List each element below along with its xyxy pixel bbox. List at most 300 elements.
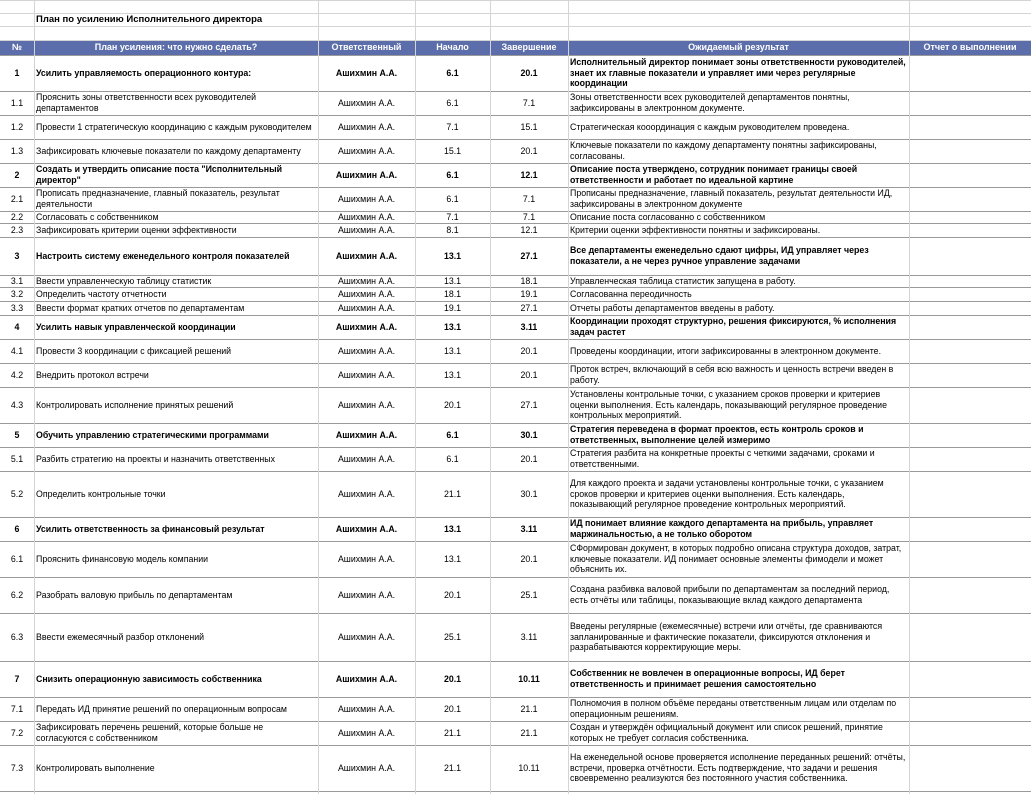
row-number-text: 4.2 — [10, 369, 24, 380]
owner-cell — [318, 577, 415, 613]
result-cell-text: Ключевые показатели по каждому департаменту понятны зафиксированы, согласованы. — [570, 140, 877, 161]
row-number-text: 1 — [14, 67, 20, 78]
grid-line — [0, 721, 1031, 722]
owner-cell-text: Ашихмин А.А. — [337, 488, 396, 499]
result-cell — [568, 721, 909, 745]
owner-cell — [318, 471, 415, 517]
result-cell-text: ИД понимает влияние каждого департамента на прибыль, управляет маржинальностью, а не только оборотом — [570, 518, 874, 539]
grid-line — [0, 745, 1031, 746]
task-cell — [34, 517, 318, 541]
row-number-text: 2.3 — [10, 224, 24, 235]
row-number-text: 2.2 — [10, 211, 24, 222]
result-cell-text: Стратегическая кооординация с каждым руководителем проведена. — [570, 121, 850, 132]
end-cell — [490, 697, 568, 721]
start-cell — [415, 237, 490, 275]
start-cell — [415, 301, 490, 315]
column-header: План усиления: что нужно сделать? — [94, 42, 258, 52]
end-cell — [490, 55, 568, 91]
row-number-text: 7 — [14, 673, 20, 684]
end-cell-text: 20.1 — [520, 145, 538, 156]
owner-cell-text: Ашихмин А.А. — [337, 145, 396, 156]
owner-cell-text: Ашихмин А.А. — [337, 193, 396, 204]
row-number — [0, 139, 34, 163]
owner-cell — [318, 423, 415, 447]
row-number — [0, 447, 34, 471]
report-cell[interactable] — [909, 517, 1031, 541]
task-cell — [34, 577, 318, 613]
owner-cell — [318, 541, 415, 577]
end-cell-text: 15.1 — [520, 121, 538, 132]
end-cell-text: 10.11 — [518, 762, 540, 773]
row-number-text: 7.1 — [10, 703, 24, 714]
start-cell-text: 13.1 — [443, 345, 462, 356]
row-number-text: 3.1 — [10, 275, 24, 286]
result-cell-text: Исполнительный директор понимает зоны ответственности руководителей, знает их главные показатели и управляет ими через регулярные координации — [570, 56, 906, 89]
owner-cell-text: Ашихмин А.А. — [335, 523, 398, 534]
end-cell — [490, 447, 568, 471]
start-cell-text: 18.1 — [443, 288, 462, 299]
report-cell[interactable] — [909, 139, 1031, 163]
task-cell — [34, 55, 318, 91]
report-cell[interactable] — [909, 115, 1031, 139]
task-cell-text: Усилить навык управленческой координации — [36, 321, 236, 332]
row-number-text: 4 — [14, 321, 20, 332]
start-cell-text: 6.1 — [446, 67, 459, 78]
end-cell-text: 30.1 — [520, 488, 538, 499]
grid-line — [0, 697, 1031, 698]
grid-column-line — [909, 0, 910, 794]
row-number-text: 5.2 — [10, 488, 24, 499]
row-number-text: 5 — [14, 429, 20, 440]
start-cell-text: 7.1 — [446, 211, 459, 222]
grid-line — [0, 13, 1031, 14]
owner-cell-text: Ашихмин А.А. — [335, 250, 398, 261]
task-cell-text: Провести 1 стратегическую координацию с каждым руководителем — [36, 121, 312, 132]
sheet-title: План по усилению Исполнительного директора — [36, 14, 263, 25]
start-cell — [415, 363, 490, 387]
grid-line — [0, 423, 1031, 424]
end-cell-text: 12.1 — [520, 169, 538, 180]
result-cell-text: Полномочия в полном объёме переданы ответственным лицам или отделам по операционным решениям. — [570, 698, 897, 719]
row-number-text: 4.1 — [10, 345, 24, 356]
task-cell-text: Согласовать с собственником — [36, 211, 159, 222]
row-number-text: 3.2 — [10, 288, 24, 299]
result-cell-text: Все департаменты еженедельно сдают цифры, ИД управляет через показатели, а не через ручное управление задачами — [570, 245, 869, 266]
report-cell[interactable] — [909, 91, 1031, 115]
report-cell[interactable] — [909, 163, 1031, 187]
task-cell — [34, 423, 318, 447]
task-cell-text: Усилить управляемость операционного контура: — [36, 67, 252, 78]
start-cell — [415, 211, 490, 223]
row-number — [0, 315, 34, 339]
report-cell[interactable] — [909, 447, 1031, 471]
result-cell — [568, 363, 909, 387]
end-cell — [490, 423, 568, 447]
start-cell-text: 20.1 — [443, 673, 462, 684]
report-cell[interactable] — [909, 315, 1031, 339]
grid-line — [0, 661, 1031, 662]
start-cell — [415, 139, 490, 163]
result-cell — [568, 661, 909, 697]
report-cell[interactable] — [909, 301, 1031, 315]
report-cell[interactable] — [909, 363, 1031, 387]
task-cell-text: Контролировать выполнение — [36, 762, 155, 773]
end-cell — [490, 237, 568, 275]
end-cell-text: 20.1 — [520, 453, 538, 464]
row-number — [0, 697, 34, 721]
task-cell-text: Определить контрольные точки — [36, 488, 166, 499]
grid-column-line — [318, 0, 319, 794]
task-cell — [34, 471, 318, 517]
start-cell — [415, 115, 490, 139]
end-cell-text: 7.1 — [522, 211, 536, 222]
row-number-text: 6 — [14, 523, 20, 534]
task-cell — [34, 187, 318, 211]
start-cell — [415, 447, 490, 471]
task-cell — [34, 115, 318, 139]
row-number-text: 1.2 — [10, 121, 24, 132]
start-cell — [415, 697, 490, 721]
row-number-text: 3 — [14, 250, 20, 261]
result-cell — [568, 471, 909, 517]
start-cell — [415, 745, 490, 791]
start-cell-text: 15.1 — [443, 145, 462, 156]
owner-cell — [318, 517, 415, 541]
task-cell — [34, 91, 318, 115]
grid-line — [0, 211, 1031, 212]
result-cell — [568, 315, 909, 339]
end-cell — [490, 91, 568, 115]
grid-line — [0, 237, 1031, 238]
row-number — [0, 721, 34, 745]
row-number — [0, 163, 34, 187]
end-cell-text: 19.1 — [520, 288, 538, 299]
end-cell — [490, 541, 568, 577]
row-number-text: 7.2 — [10, 727, 24, 738]
row-number — [0, 237, 34, 275]
grid-line — [0, 387, 1031, 388]
owner-cell-text: Ашихмин А.А. — [335, 429, 398, 440]
report-cell[interactable] — [909, 697, 1031, 721]
result-cell — [568, 55, 909, 91]
result-cell-text: Создана разбивка валовой прибыли по департаментам за последний период, есть отчёты или таблицы, показывающие вклад каждого департамента — [570, 584, 890, 605]
start-cell — [415, 423, 490, 447]
result-cell — [568, 301, 909, 315]
result-cell — [568, 745, 909, 791]
row-number — [0, 541, 34, 577]
owner-cell — [318, 315, 415, 339]
task-cell — [34, 447, 318, 471]
grid-column-line — [415, 0, 416, 794]
start-cell-text: 21.1 — [443, 727, 462, 738]
report-cell[interactable] — [909, 387, 1031, 423]
row-number — [0, 745, 34, 791]
start-cell — [415, 163, 490, 187]
result-cell-text: Собственник не вовлечен в операционные вопросы, ИД берет ответственность и принимает решения самостоятельно — [570, 668, 845, 689]
result-cell-text: Управленческая таблица статистик запущена в работу. — [570, 275, 796, 286]
end-cell-text: 21.1 — [520, 727, 538, 738]
start-cell-text: 20.1 — [443, 589, 462, 600]
end-cell-text: 20.1 — [520, 369, 538, 380]
owner-cell — [318, 387, 415, 423]
end-cell — [490, 613, 568, 661]
row-number — [0, 613, 34, 661]
owner-cell — [318, 55, 415, 91]
grid-line — [0, 339, 1031, 340]
owner-cell — [318, 275, 415, 287]
end-cell-text: 20.1 — [520, 67, 538, 78]
start-cell — [415, 55, 490, 91]
end-cell-text: 3.11 — [520, 523, 538, 534]
result-cell-text: Прописаны предназначение, главный показатель, результат деятельности ИД, зафиксированы в электронном документе — [570, 188, 893, 209]
row-number — [0, 223, 34, 237]
result-cell — [568, 139, 909, 163]
end-cell — [490, 339, 568, 363]
task-cell-text: Прописать предназначение, главный показатель, результат деятельности — [36, 188, 280, 209]
task-cell — [34, 697, 318, 721]
start-cell — [415, 517, 490, 541]
owner-cell-text: Ашихмин А.А. — [335, 321, 398, 332]
end-cell — [490, 363, 568, 387]
end-cell — [490, 517, 568, 541]
end-cell-text: 7.1 — [522, 97, 536, 108]
report-cell[interactable] — [909, 661, 1031, 697]
row-number-text: 6.2 — [10, 589, 24, 600]
grid-column-line — [568, 0, 569, 794]
result-cell — [568, 541, 909, 577]
task-cell — [34, 139, 318, 163]
owner-cell — [318, 745, 415, 791]
owner-cell-text: Ашихмин А.А. — [337, 121, 396, 132]
owner-cell-text: Ашихмин А.А. — [337, 399, 396, 410]
owner-cell — [318, 721, 415, 745]
start-cell-text: 6.1 — [446, 453, 459, 464]
task-cell — [34, 363, 318, 387]
owner-cell — [318, 237, 415, 275]
task-cell-text: Внедрить протокол встречи — [36, 369, 149, 380]
start-cell-text: 13.1 — [443, 321, 462, 332]
end-cell — [490, 577, 568, 613]
row-number — [0, 287, 34, 301]
grid-line — [0, 517, 1031, 518]
grid-line — [0, 541, 1031, 542]
start-cell — [415, 471, 490, 517]
start-cell-text: 6.1 — [446, 97, 459, 108]
row-number — [0, 387, 34, 423]
end-cell — [490, 301, 568, 315]
owner-cell-text: Ашихмин А.А. — [337, 211, 396, 222]
report-cell[interactable] — [909, 541, 1031, 577]
owner-cell — [318, 187, 415, 211]
end-cell — [490, 661, 568, 697]
result-cell — [568, 613, 909, 661]
task-cell-text: Обучить управлению стратегическими программами — [36, 429, 269, 440]
task-cell-text: Настроить систему еженедельного контроля показателей — [36, 250, 290, 261]
result-cell-text: Введены регулярные (ежемесячные) встречи или отчёты, где сравниваются запланированные и фактические показатели, фиксируются отклонения и разрабатываются корректирующие меры. — [570, 620, 883, 653]
owner-cell — [318, 211, 415, 223]
report-cell[interactable] — [909, 237, 1031, 275]
result-cell — [568, 187, 909, 211]
task-cell-text: Разобрать валовую прибыль по департаментам — [36, 589, 233, 600]
start-cell — [415, 91, 490, 115]
start-cell — [415, 613, 490, 661]
grid-line — [0, 315, 1031, 316]
end-cell-text: 3.11 — [520, 321, 538, 332]
report-cell[interactable] — [909, 471, 1031, 517]
grid-line — [0, 91, 1031, 92]
end-cell-text: 27.1 — [520, 250, 538, 261]
report-cell[interactable] — [909, 339, 1031, 363]
row-number — [0, 423, 34, 447]
result-cell-text: Описание поста согласованно с собственником — [570, 211, 766, 222]
row-number — [0, 187, 34, 211]
task-cell — [34, 275, 318, 287]
start-cell-text: 13.1 — [443, 523, 462, 534]
task-cell — [34, 661, 318, 697]
start-cell — [415, 275, 490, 287]
grid-column-line — [490, 0, 491, 794]
end-cell-text: 27.1 — [520, 302, 538, 313]
end-cell — [490, 315, 568, 339]
owner-cell-text: Ашихмин А.А. — [335, 67, 398, 78]
end-cell-text: 3.11 — [520, 631, 538, 642]
row-number — [0, 471, 34, 517]
row-number — [0, 55, 34, 91]
row-number-text: 1.1 — [10, 97, 24, 108]
owner-cell — [318, 139, 415, 163]
end-cell-text: 27.1 — [520, 399, 538, 410]
row-number-text: 1.3 — [10, 145, 24, 156]
owner-cell-text: Ашихмин А.А. — [337, 97, 396, 108]
result-cell-text: Для каждого проекта и задачи установлены контрольные точки, с указанием сроков проверки и критериев оценки выполнения. Есть календарь, показывающий регулярное проведение контрольных мероприятий. — [570, 477, 884, 510]
result-cell — [568, 447, 909, 471]
end-cell — [490, 275, 568, 287]
grid-line — [0, 363, 1031, 364]
start-cell-text: 21.1 — [443, 488, 462, 499]
owner-cell-text: Ашихмин А.А. — [335, 169, 398, 180]
owner-cell — [318, 697, 415, 721]
result-cell — [568, 287, 909, 301]
task-cell-text: Определить частоту отчетности — [36, 288, 167, 299]
start-cell-text: 13.1 — [443, 553, 462, 564]
task-cell — [34, 237, 318, 275]
start-cell-text: 13.1 — [443, 369, 462, 380]
result-cell — [568, 223, 909, 237]
report-cell[interactable] — [909, 55, 1031, 91]
report-cell[interactable] — [909, 745, 1031, 791]
grid-line — [0, 163, 1031, 164]
start-cell — [415, 315, 490, 339]
column-header: Отчет о выполнении — [923, 42, 1017, 52]
grid-line — [0, 0, 1031, 1]
start-cell — [415, 287, 490, 301]
row-number-text: 6.3 — [10, 631, 24, 642]
result-cell-text: Описание поста утверждено, сотрудник понимает границы своей ответственности и работает по идеальной картине — [570, 164, 858, 185]
end-cell-text: 18.1 — [520, 275, 538, 286]
task-cell-text: Ввести формат кратких отчетов по департаментам — [36, 302, 245, 313]
owner-cell — [318, 363, 415, 387]
owner-cell-text: Ашихмин А.А. — [337, 369, 396, 380]
row-number — [0, 115, 34, 139]
start-cell-text: 20.1 — [443, 703, 462, 714]
result-cell-text: Координации проходят структурно, решения фиксируются, % исполнения задач растет — [570, 316, 897, 337]
owner-cell — [318, 163, 415, 187]
owner-cell-text: Ашихмин А.А. — [337, 703, 396, 714]
start-cell — [415, 223, 490, 237]
result-cell-text: Зоны ответственности всех руководителей департаментов понятны, зафиксированы в электронном документе. — [570, 92, 850, 113]
report-cell[interactable] — [909, 187, 1031, 211]
report-cell[interactable] — [909, 423, 1031, 447]
owner-cell-text: Ашихмин А.А. — [337, 302, 396, 313]
result-cell — [568, 517, 909, 541]
task-cell — [34, 287, 318, 301]
end-cell-text: 30.1 — [520, 429, 538, 440]
start-cell — [415, 187, 490, 211]
end-cell — [490, 287, 568, 301]
end-cell — [490, 139, 568, 163]
task-cell-text: Снизить операционную зависимость собственника — [36, 673, 262, 684]
end-cell-text: 7.1 — [522, 193, 536, 204]
report-cell[interactable] — [909, 223, 1031, 237]
end-cell — [490, 745, 568, 791]
grid-line — [0, 613, 1031, 614]
start-cell-text: 21.1 — [443, 762, 462, 773]
start-cell-text: 7.1 — [446, 121, 459, 132]
start-cell — [415, 541, 490, 577]
grid-line — [0, 447, 1031, 448]
start-cell-text: 20.1 — [443, 399, 462, 410]
report-cell[interactable] — [909, 721, 1031, 745]
owner-cell — [318, 115, 415, 139]
report-cell[interactable] — [909, 211, 1031, 223]
end-cell — [490, 721, 568, 745]
result-cell — [568, 697, 909, 721]
grid-line — [0, 115, 1031, 116]
result-cell — [568, 387, 909, 423]
report-cell[interactable] — [909, 275, 1031, 287]
start-cell-text: 19.1 — [443, 302, 462, 313]
end-cell-text: 20.1 — [520, 553, 538, 564]
owner-cell-text: Ашихмин А.А. — [337, 762, 396, 773]
column-header: Завершение — [501, 42, 557, 52]
row-number-text: 7.3 — [10, 762, 24, 773]
owner-cell — [318, 661, 415, 697]
result-cell — [568, 115, 909, 139]
report-cell[interactable] — [909, 577, 1031, 613]
result-cell — [568, 91, 909, 115]
report-cell[interactable] — [909, 287, 1031, 301]
row-number — [0, 275, 34, 287]
result-cell — [568, 163, 909, 187]
end-cell-text: 12.1 — [520, 224, 538, 235]
result-cell — [568, 577, 909, 613]
task-cell — [34, 541, 318, 577]
owner-cell — [318, 447, 415, 471]
grid-line — [0, 791, 1031, 792]
result-cell — [568, 275, 909, 287]
report-cell[interactable] — [909, 613, 1031, 661]
grid-line — [0, 577, 1031, 578]
owner-cell-text: Ашихмин А.А. — [337, 345, 396, 356]
column-header: Ожидаемый результат — [688, 42, 789, 52]
grid-line — [0, 187, 1031, 188]
row-number — [0, 661, 34, 697]
row-number-text: 6.1 — [10, 553, 24, 564]
task-cell — [34, 387, 318, 423]
start-cell-text: 6.1 — [446, 193, 459, 204]
end-cell-text: 25.1 — [520, 589, 538, 600]
owner-cell — [318, 91, 415, 115]
